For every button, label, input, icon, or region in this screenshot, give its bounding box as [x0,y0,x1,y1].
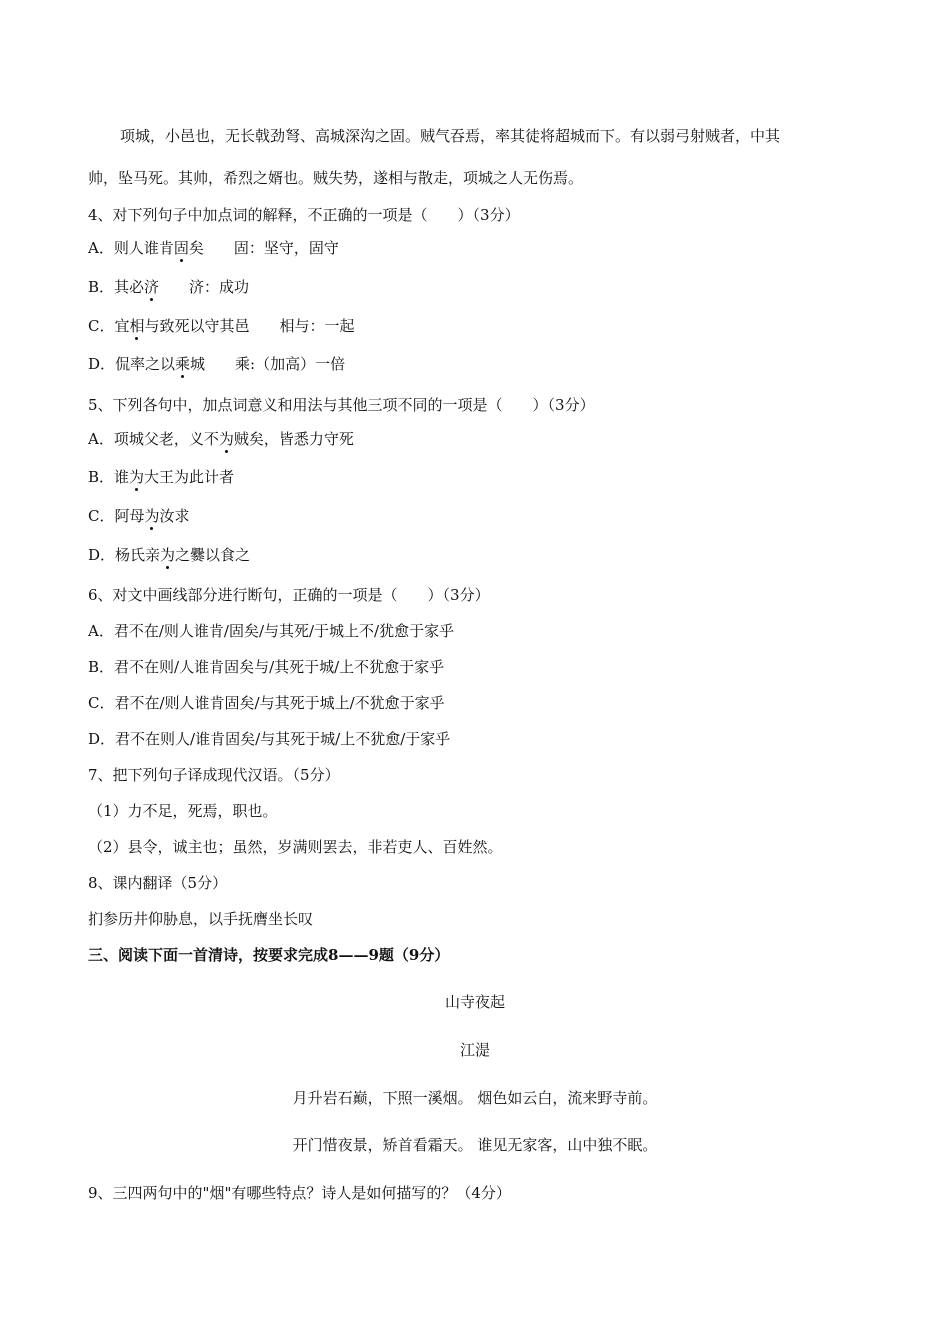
question-7-stem: 7、把下列句子译成现代汉语。（5分） [88,766,340,784]
question-5-option-a [88,429,354,449]
dotted-word: 为 [160,546,176,564]
dotted-word: 为 [144,507,160,525]
question-9-stem: 9、三四两句中的"烟"有哪些特点？诗人是如何描写的？（4分） [88,1184,511,1202]
passage-line-2: 帅，坠马死。其帅，希烈之婿也。贼失势，遂相与散走，项城之人无伤焉。 [88,169,584,187]
option-text: C．宜 [88,317,130,335]
option-text: 与致死以守其邑 相与：一起 [144,317,355,335]
option-text: A．则人谁肯 [88,239,174,257]
poem-title: 山寺夜起 [444,993,505,1011]
option-text: D．杨氏亲 [88,546,161,564]
question-6-stem: 6、对文中画线部分进行断句，正确的一项是（ ）（3分） [88,586,490,604]
option-text: 贼矣，皆悉力守死 [233,430,354,448]
question-5-option-b [88,467,234,487]
option-text: 汝求 [159,507,190,525]
question-4-stem: 4、对下列句子中加点词的解释，不正确的一项是（ ）（3分） [88,206,520,224]
question-8-text: 扪参历井仰胁息，以手抚膺坐长叹 [88,910,314,928]
option-text: B．谁 [88,468,130,486]
question-4-option-b [88,277,249,297]
poem-author: 江湜 [459,1041,490,1059]
passage-line-1: 项城，小邑也，无长戟劲弩、高城深沟之固。贼气吞焉，率其徒将超城而下。有以弱弓射贼者，中其 [120,127,781,145]
option-text: D．侃率之以 [88,355,176,373]
dotted-word: 济 [144,278,160,296]
option-text: 之爨以食之 [175,546,251,564]
option-text: 济：成功 [159,278,250,296]
option-text: 城 乘:（加高）一倍 [190,355,346,373]
question-8-stem: 8、课内翻译（5分） [88,874,228,892]
question-6-option-d: D．君不在则人/谁肯固矣/与其死于城/上不犹愈/于家乎 [88,730,451,748]
poem-line-2: 开门惜夜景，矫首看霜天。 谁见无家客，山中独不眠。 [292,1136,658,1154]
option-text: 大王为此计者 [144,468,235,486]
question-5-option-c [88,506,190,526]
section-3-heading: 三、阅读下面一首清诗，按要求完成8——9题（9分） [88,946,450,964]
question-7-sentence-2: （2）县令，诚主也；虽然，岁满则罢去，非若吏人、百姓然。 [88,838,503,856]
question-5-stem: 5、下列各句中，加点词意义和用法与其他三项不同的一项是（ ）（3分） [88,396,595,414]
question-4-option-c [88,316,355,336]
poem-line-1: 月升岩石巅，下照一溪烟。 烟色如云白，流来野寺前。 [292,1089,658,1107]
dotted-word: 为 [218,430,234,448]
question-6-option-c: C．君不在/则人谁肯固矣/与其死于城上/不犹愈于家乎 [88,694,445,712]
dotted-word: 为 [129,468,145,486]
question-7-sentence-1: （1）力不足，死焉，职也。 [88,802,278,820]
question-6-option-b: B．君不在则/人谁肯固矣与/其死于城/上不犹愈于家乎 [88,658,445,676]
question-5-option-d [88,545,250,565]
option-text: C．阿母 [88,507,145,525]
option-text: B．其必 [88,278,145,296]
dotted-word: 乘 [175,355,191,373]
question-4-option-a [88,238,339,258]
option-text: A．项城父老，义不 [88,430,219,448]
option-text: 矣 固：坚守，固守 [188,239,339,257]
question-4-option-d [88,354,345,374]
question-6-option-a: A．君不在/则人谁肯/固矣/与其死/于城上不/犹愈于家乎 [88,622,455,640]
dotted-word: 相 [129,317,145,335]
dotted-word: 固 [173,239,189,257]
